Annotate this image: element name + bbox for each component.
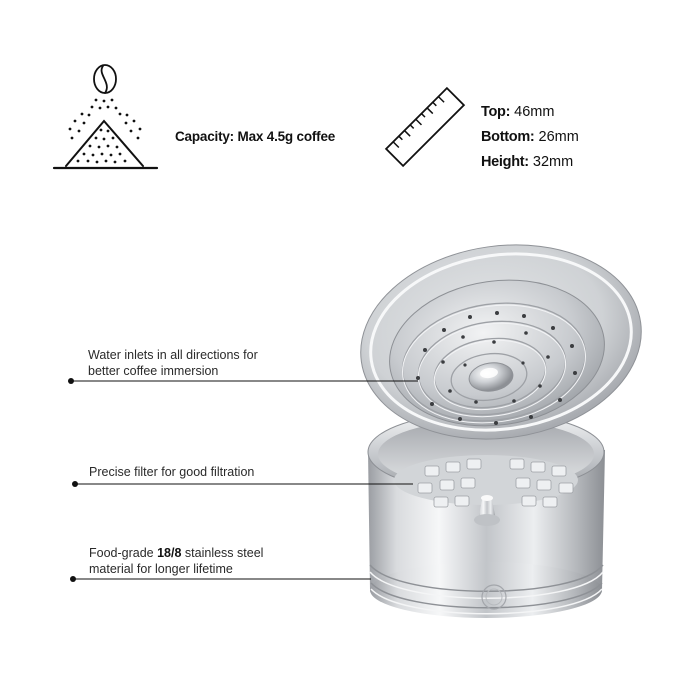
- capacity-value: Max 4.5g coffee: [237, 129, 336, 144]
- height-value: 32mm: [532, 154, 574, 170]
- capacity-spec: [175, 129, 335, 144]
- capacity-label: Capacity:: [175, 129, 234, 144]
- callout-material-line2: material for longer lifetime: [89, 562, 233, 576]
- callout-water-inlets-line1: Water inlets in all directions for: [88, 348, 258, 362]
- callout-dot-filter: [72, 481, 78, 487]
- callout-dot-water-inlets: [68, 378, 74, 384]
- ruler-icon: [386, 88, 464, 166]
- callout-water-inlets: [88, 347, 258, 379]
- coffee-bean-powder-pile-icon: [54, 65, 157, 168]
- callout-material: [89, 545, 263, 577]
- bottom-value: 26mm: [538, 129, 579, 145]
- capsule-lid: [348, 227, 654, 456]
- bottom-dimension: [481, 125, 579, 150]
- material-prefix: Food-grade: [89, 546, 158, 560]
- material-suffix: stainless steel: [181, 546, 264, 560]
- callout-water-inlets-line2: better coffee immersion: [88, 364, 219, 378]
- callout-dot-material: [70, 576, 76, 582]
- top-value: 46mm: [514, 104, 555, 120]
- callout-filter: [89, 464, 254, 480]
- bottom-label: Bottom:: [481, 129, 535, 145]
- dimensions-spec: [481, 100, 579, 175]
- callout-material-line1: [89, 545, 263, 561]
- height-label: Height:: [481, 154, 529, 170]
- callout-filter-text: Precise filter for good filtration: [89, 465, 255, 479]
- top-label: Top:: [481, 104, 511, 120]
- top-dimension: [481, 100, 579, 125]
- material-grade: 18/8: [157, 546, 182, 560]
- capsule-cup: [368, 412, 605, 618]
- height-dimension: [481, 150, 579, 175]
